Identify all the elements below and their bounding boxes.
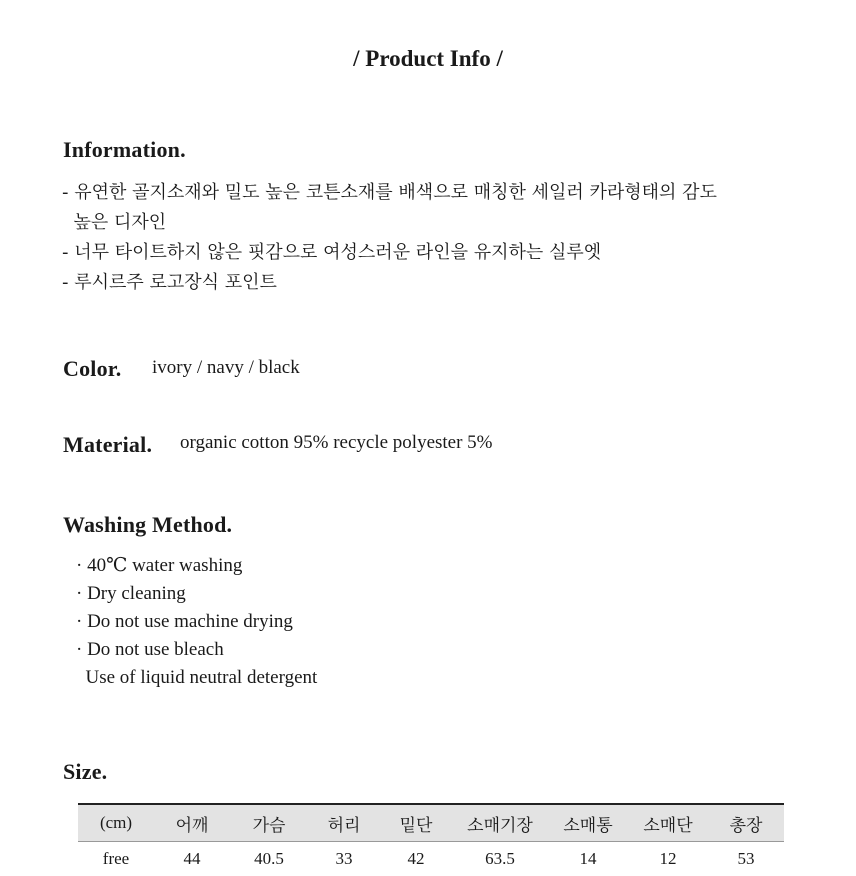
washing-line: · Do not use machine drying — [76, 608, 317, 636]
information-line: - 유연한 골지소재와 밀도 높은 코튼소재를 배색으로 매칭한 세일러 카라형태의 감도 — [62, 178, 717, 208]
size-table — [78, 803, 784, 876]
size-column-header: 총장 — [708, 804, 784, 842]
size-column-header: 가슴 — [230, 804, 308, 842]
size-cell: 40.5 — [230, 842, 308, 876]
table-row — [78, 842, 784, 876]
washing-line: · 40℃ water washing — [76, 552, 317, 580]
size-cell: 14 — [548, 842, 628, 876]
information-line: - 너무 타이트하지 않은 핏감으로 여성스러운 라인을 유지하는 실루엣 — [62, 238, 717, 268]
size-cell: 33 — [308, 842, 380, 876]
information-line: - 루시르주 로고장식 포인트 — [62, 268, 717, 298]
page-title: / Product Info / — [0, 46, 856, 72]
color-heading: Color. — [63, 356, 121, 382]
washing-heading: Washing Method. — [63, 512, 232, 538]
washing-list — [76, 552, 317, 692]
information-heading: Information. — [63, 137, 186, 163]
material-heading: Material. — [63, 432, 152, 458]
size-column-header: 소매통 — [548, 804, 628, 842]
size-column-header: 밑단 — [380, 804, 452, 842]
size-column-header: 허리 — [308, 804, 380, 842]
size-column-header: 어깨 — [154, 804, 230, 842]
washing-line: Use of liquid neutral detergent — [76, 664, 317, 692]
size-cell: free — [78, 842, 154, 876]
size-heading: Size. — [63, 759, 107, 785]
washing-line: · Dry cleaning — [76, 580, 317, 608]
information-line: 높은 디자인 — [62, 208, 717, 238]
color-value: ivory / navy / black — [152, 357, 300, 379]
size-cell: 63.5 — [452, 842, 548, 876]
material-value: organic cotton 95% recycle polyester 5% — [180, 432, 493, 454]
size-cell: 12 — [628, 842, 708, 876]
size-table-header-row — [78, 804, 784, 842]
washing-line: · Do not use bleach — [76, 636, 317, 664]
size-column-header: 소매단 — [628, 804, 708, 842]
size-cell: 44 — [154, 842, 230, 876]
size-cell: 42 — [380, 842, 452, 876]
size-column-header: 소매기장 — [452, 804, 548, 842]
size-column-header: (cm) — [78, 804, 154, 842]
size-cell: 53 — [708, 842, 784, 876]
information-list — [62, 178, 717, 298]
